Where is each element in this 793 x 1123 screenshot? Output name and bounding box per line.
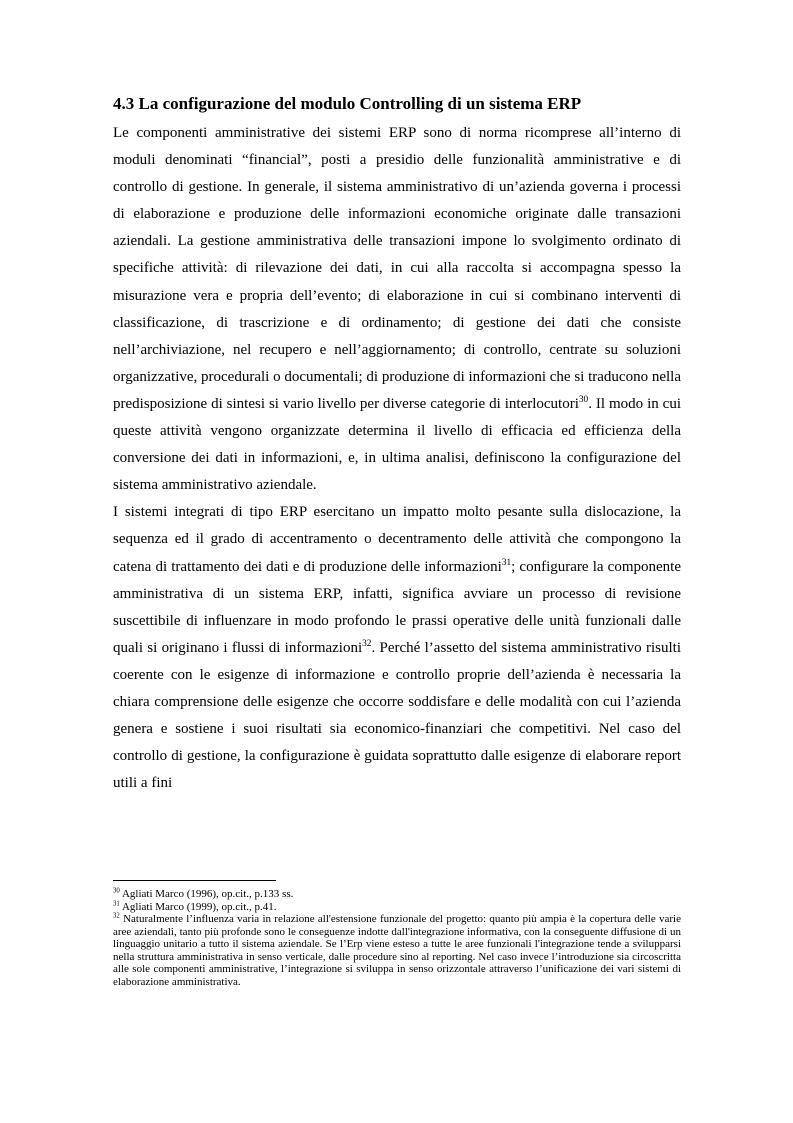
footnote-32 — [113, 913, 681, 988]
paragraph-text: I sistemi integrati di tipo ERP esercitano un impatto molto pesante sulla dislocazione, la sequenza ed il grado di accentramento o decentramento delle attività che compongono la catena di trattamento dei dati e di produzione delle informazioni — [113, 504, 681, 575]
paragraph — [113, 120, 681, 499]
body-text — [113, 120, 681, 797]
footnote-text: Agliati Marco (1996), op.cit., p.133 ss. — [119, 888, 294, 900]
footnote-reference-30[interactable]: 30 — [578, 394, 589, 405]
footnote-text: Naturalmente l’influenza varia in relazione all'estensione funzionale del progetto: quanto più ampia è la copertura delle varie aree aziendali, tanto più profonde sono le conseguenze indotte dall'integrazione informativa, con la conseguente diffusione di un linguaggio unitario a tutto il sistema aziendale. Se l’Erp viene esteso a tutte le aree funzionali l'integrazione tende a svilupparsi nella struttura amministrativa in senso verticale, dalle procedure sino al reporting. Nel caso invece l’introduzione sia circoscritta alle sole componenti amministrative, l’integrazione si sviluppa in senso orizzontale attraverso l’unificazione dei vari sistemi di elaborazione amministrativa. — [113, 913, 681, 988]
paragraph-text: Le componenti amministrative dei sistemi ERP sono di norma ricomprese all’interno di moduli denominati “financial”, posti a presidio delle funzionalità amministrative e di controllo di gestione. In generale, il sistema amministrativo di un’azienda governa i processi di elaborazione e produzione delle informazioni economiche originate dalle transazioni aziendali. La gestione amministrativa delle transazioni impone lo svolgimento ordinato di specifiche attività: di rilevazione dei dati, in cui alla raccolta si accompagna spesso la misurazione vera e propria dell’evento; di elaborazione in cui si combinano interventi di classificazione, di trascrizione e di ordinamento; di gestione dei dati che consiste nell’archiviazione, nel recupero e nell’aggiornamento; di controllo, centrate su soluzioni organizzative, procedurali o documentali; di produzione di informazioni che si traducono nella predisposizione di sintesi si vario livello per diverse categorie di interlocutori — [113, 125, 681, 412]
footnote-text: Agliati Marco (1999), op.cit., p.41. — [119, 900, 277, 913]
paragraph — [113, 499, 681, 797]
footnote-30 — [113, 888, 681, 901]
paragraph-text: . Il modo in cui queste attività vengono organizzate determina il livello di efficacia ed efficienza della conversione dei dati in informazioni, e, in ultima analisi, definiscono la configurazione del sistema amministrativo aziendale. — [113, 395, 681, 494]
footnote-separator — [113, 880, 276, 881]
paragraph-text: ; configurare la componente amministrativa di un sistema ERP, infatti, significa avviare un processo di revisione suscettibile di influenzare in modo profondo le prassi operative delle unità funzionali dalle quali si originano i flussi di informazioni — [113, 558, 681, 656]
footnotes — [113, 888, 681, 988]
footnote-number: 32 — [113, 912, 120, 920]
footnote-reference-32[interactable]: 32 — [362, 638, 372, 649]
footnote-reference-31[interactable]: 31 — [501, 557, 512, 568]
footnote-number: 30 — [113, 887, 120, 895]
footnote-number: 31 — [113, 899, 120, 907]
paragraph-text: . Perché l’assetto del sistema amministrativo risulti coerente con le esigenze di informazione e controllo proprie dell’azienda è necessaria la chiara comprensione delle esigenze che occorre soddisfare e delle modalità con cui l’azienda genera e sostiene i suoi risultati sia economico-finanziari che competitivi. Nel caso del controllo di gestione, la configurazione è guidata soprattutto dalle esigenze di elaborare report utili a fini — [113, 639, 681, 792]
footnote-31 — [113, 901, 681, 914]
section-heading: 4.3 La configurazione del modulo Controlling di un sistema ERP — [113, 94, 582, 113]
